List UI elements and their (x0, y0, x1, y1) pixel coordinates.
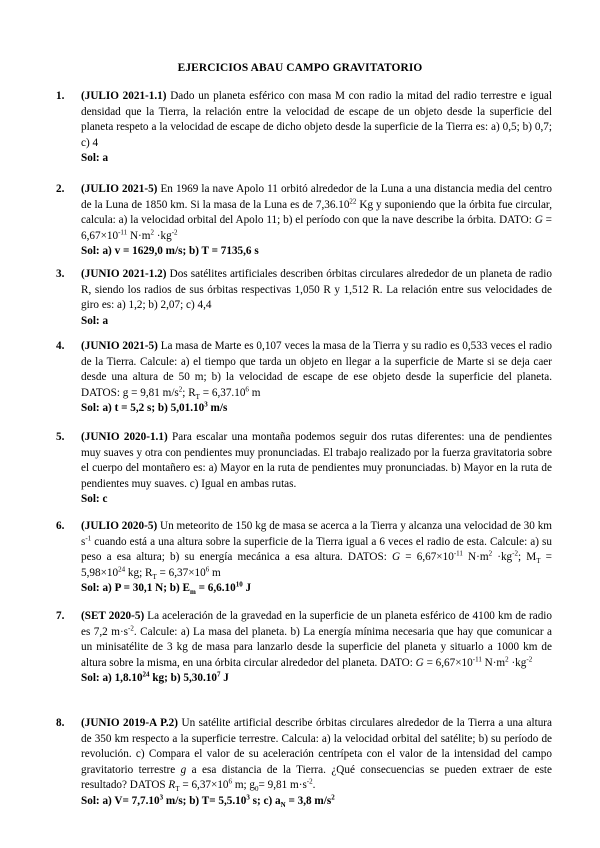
solution: Sol: a (81, 314, 109, 327)
exercise-2 (56, 182, 552, 260)
solution: Sol: a) $V= 7,7.10^3$ m/s; b) $T= 5,5.10^3$ s; c) $a_N = 3,8$ $m/s^2$ (81, 793, 335, 810)
exercise-statement: (SET 2020-5) La aceleración de la gravedad en la superficie de un planeta esférico de 4100 km de radio es 7,2 $m\cdot s^{-2}$. Calcule: a) La masa del planeta. b) La energía mínima necesaria que hay que comunicar a un minisatélite de 3 kg de masa para lanzarlo desde la superficie del planeta y situarlo a 1000 km de altura sobre la misma, en una órbita circular alrededor del planeta. DATO: $G = 6,67\times 10^{-11}$ $N\cdot m^2 \cdot kg^{-2}$ (81, 610, 552, 669)
exam-tag: (JUNIO 2019-A P.2) (81, 717, 178, 729)
exercise-7 (56, 609, 552, 687)
solution: Sol: c (81, 493, 108, 506)
exam-tag: (SET 2020-5) (81, 610, 145, 622)
exercise-number: 6. (56, 520, 65, 532)
exercise-statement: (JULIO 2020-5) Un meteorito de 150 kg de masa se acerca a la Tierra y alcanza una velocidad de 30 km $s^{-1}$ cuando está a una altura sobre la superficie de la Tierra igual a 6 veces el radio de esta. Calcule: a) su peso a esa altura; b) su energía mecánica a esa altura. DATOS: $G = 6,67\times 10^{-11}$ $N\cdot m^2 \cdot kg^{-2}$; $M_T = 5,98\times 10^{24}$ kg; $R_T = 6,37\times 10^6$ m (81, 520, 552, 582)
page-title: EJERCICIOS ABAU CAMPO GRAVITATORIO (177, 62, 423, 74)
exercise-statement: (JUNIO 2021-5) La masa de Marte es 0,107 veces la masa de la Tierra y su radio es 0,533 veces el radio de la Tierra. Calcule: a) el tiempo que tarda un objeto en llegar a la superficie de Marte si se deja caer desde una altura de 50 m; b) la velocidad de escape de ese objeto desde la superficie del planeta. DATOS: g = 9,81 $m/s^2$; $R_T = 6,37.10^6$ m (81, 340, 552, 402)
exercise-statement: (JUNIO 2020-1.1) Para escalar una montaña podemos seguir dos rutas diferentes: una de pendientes muy suaves y otra con pendientes muy pronunciadas. El trabajo realizado por la fuerza gravitatoria sobre el cuerpo del montañero es: a) Mayor en la ruta de pendientes muy pronunciadas. b) Mayor en la ruta de pendientes muy suaves. c) Igual en ambas rutas. (81, 431, 552, 490)
exercise-statement: (JUNIO 2019-A P.2) Un satélite artificial describe órbitas circulares alrededor de la Tierra a una altura de 350 km respecto a la superficie terrestre. Calcula: a) la velocidad orbital del satélite; b) su período de revolución. c) Compara el valor de su aceleración centrípeta con el valor de la intensidad del campo gravitatorio terrestre g a esa distancia de la Tierra. ¿Qué consecuencias se pueden extraer de este resultado? DATOS $R_T = 6,37\times 10^6$ m; $g_0= 9,81$ $m\cdot s^{-2}$. (81, 717, 553, 794)
exam-tag: (JUNIO 2021-1.2) (81, 268, 167, 280)
exercise-statement: (JUNIO 2021-1.2) Dos satélites artificiales describen órbitas circulares alrededor de un planeta de radio R, siendo los radios de sus órbitas respectivas 1,050 R y 1,512 R. La relación entre sus velocidades de giro es: a) 1,2; b) 2,07; c) 4,4 (81, 268, 552, 312)
exercise-number: 1. (56, 90, 65, 102)
solution: Sol: a) t = 5,2 s; b) 5,01.10$^3$ m/s (81, 400, 228, 415)
exercise-number: 4. (56, 340, 65, 352)
exam-tag: (JUNIO 2021-5) (81, 340, 158, 352)
exercise-8 (56, 716, 552, 810)
exercise-number: 7. (56, 610, 65, 622)
solution: Sol: a) v = 1629,0 m/s; b) T = 7135,6 s (81, 245, 259, 258)
exercise-statement: (JULIO 2021-5) En 1969 la nave Apolo 11 orbitó alrededor de la Luna a una distancia media del centro de la Luna de 1850 km. Si la masa de la Luna es de 7,36.10$^{22}$ Kg y suponiendo que la órbita fue circular, calcula: a) la velocidad orbital del Apolo 11; b) el período con que la nave describe la órbita. DATO: $G = 6,67\times 10^{-11}$ $N\cdot m^2 \cdot kg^{-2}$ (81, 183, 552, 242)
exercise-5 (56, 430, 552, 508)
solution: Sol: a) 1,8.10$^{24}$ kg; b) 5,30.10$^7$ J (81, 670, 229, 685)
exercise-statement: (JULIO 2021-1.1) Dado un planeta esférico con masa M con radio la mitad del radio terrestre e igual densidad que la Tierra, la relación entre la velocidad de escape de un objeto desde la superficie del planeta respeto a la velocidad de escape de dicho objeto desde la superficie de la Tierra es: a) 0,5; b) 0,7; c) 4 (81, 90, 552, 149)
exercise-1 (56, 89, 552, 167)
exercise-6 (56, 519, 552, 597)
exercise-number: 5. (56, 431, 65, 443)
exercise-number: 8. (56, 717, 65, 729)
solution: Sol: a) P = 30,1 N; b) $E_m = 6,6.10^{10}$ J (81, 580, 252, 597)
exercise-number: 2. (56, 183, 65, 195)
exam-tag: (JULIO 2020-5) (81, 520, 158, 532)
exercise-3 (56, 267, 552, 329)
exam-tag: (JULIO 2021-1.1) (81, 90, 167, 102)
exam-tag: (JULIO 2021-5) (81, 183, 158, 195)
exam-tag: (JUNIO 2020-1.1) (81, 431, 168, 443)
solution: Sol: a (81, 152, 109, 165)
exercise-number: 3. (56, 268, 65, 280)
exercise-4 (56, 339, 552, 417)
